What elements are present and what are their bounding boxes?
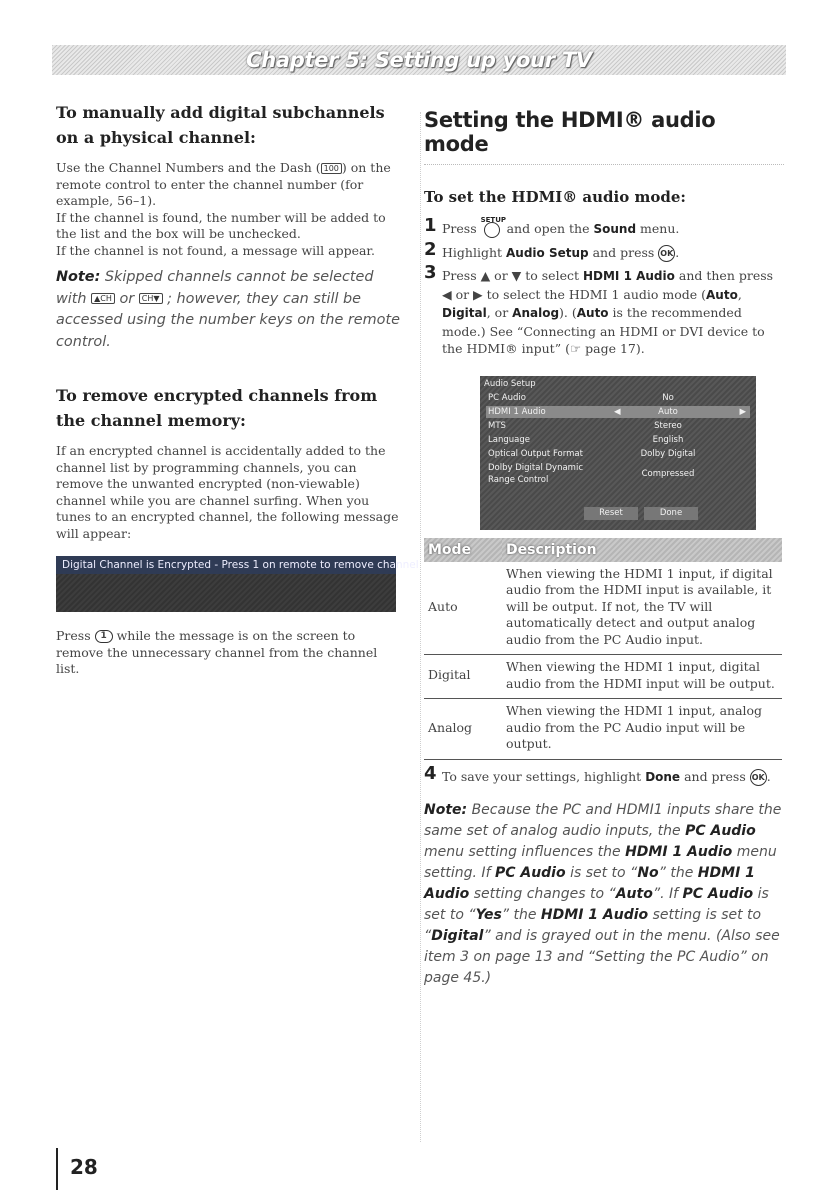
paragraph: [56, 160, 401, 210]
step-2: [424, 238, 784, 263]
menu-row-language: [486, 434, 750, 446]
text: and press: [684, 768, 746, 784]
table-header-description: Description: [502, 538, 782, 562]
menu-row-hdmi1-audio: [486, 406, 750, 418]
section-heading-remove-encrypted: To remove encrypted channels from the channel memory:: [56, 386, 378, 430]
text: .: [766, 768, 771, 784]
text: is set to “: [424, 886, 769, 923]
section-title-hdmi-audio: Setting the HDMI® audio mode: [424, 108, 784, 165]
channel-up-key-icon: ▲CH: [91, 293, 115, 304]
menu-row-dynamic-range: [486, 462, 750, 486]
step-number: 4: [424, 762, 437, 784]
done-button: Done: [644, 507, 698, 520]
reset-button: Reset: [584, 507, 638, 520]
menu-row-value: Compressed: [641, 468, 695, 479]
hdmi-audio-mode-table: [424, 538, 782, 760]
emphasis: Digital: [431, 928, 484, 944]
text: Highlight: [442, 244, 503, 260]
text: and press: [592, 244, 655, 260]
description-cell: When viewing the HDMI 1 input, analog audio from the PC Audio input will be output.: [502, 699, 782, 760]
mode-cell: Digital: [424, 655, 502, 699]
step-number: 3: [424, 262, 437, 283]
note-label: Note:: [424, 802, 468, 818]
emphasis: Yes: [475, 907, 502, 923]
setup-label: SETUP: [480, 215, 507, 224]
emphasis: PC Audio: [682, 886, 754, 902]
audio-setup-menu-screen: [480, 376, 756, 530]
text: ” and is grayed out in the menu. (Also see item 3 on page 13 and “Setting the PC Audio” on page 45.): [424, 928, 780, 986]
text: Because the PC and HDMI1 inputs share the same set of analog audio inputs, the: [424, 802, 782, 839]
channel-down-key-icon: CH▼: [139, 293, 163, 304]
description-cell: When viewing the HDMI 1 input, digital audio from the HDMI input will be output.: [502, 655, 782, 699]
menu-row-optical-output: [486, 448, 750, 460]
menu-title: Audio Setup: [484, 378, 536, 389]
menu-row-mts: [486, 420, 750, 432]
encrypted-message-screen: [56, 556, 419, 612]
text: is set to “: [570, 865, 638, 881]
text: setting is set to “: [424, 907, 762, 944]
emphasis: PC Audio: [494, 865, 566, 881]
emphasis: HDMI 1 Audio: [625, 844, 733, 860]
setup-button-icon: [480, 215, 507, 238]
text: ”. If: [652, 886, 679, 902]
text: Press ▲ or ▼ to select: [442, 268, 579, 283]
menu-row-value: Auto: [658, 406, 678, 417]
right-arrow-icon: ▶: [739, 406, 746, 417]
text: ” the: [658, 865, 694, 881]
paragraph: If the channel is not found, a message will appear.: [56, 242, 375, 258]
menu-row-value: Stereo: [654, 420, 682, 431]
encrypted-message: Digital Channel is Encrypted - Press 1 on remote to remove channel: [56, 556, 396, 574]
text: Press: [442, 221, 477, 236]
menu-row-label: PC Audio: [488, 392, 526, 403]
table-row: [424, 562, 782, 655]
table-row: [424, 699, 782, 760]
text: ” the: [501, 907, 537, 923]
option-name: Analog: [512, 306, 560, 320]
dash-100-key-icon: 100: [321, 163, 342, 174]
page-number: 28: [70, 1155, 98, 1179]
menu-row-value: Dolby Digital: [640, 448, 696, 459]
paragraph: If the channel is found, the number will be added to the list and the box will be unchecked.: [56, 209, 386, 241]
paragraph: [56, 628, 401, 678]
left-arrow-icon: ◀: [614, 406, 621, 417]
step-4: [424, 762, 784, 787]
column-divider: [420, 112, 421, 1142]
section-heading-add-subchannels: To manually add digital subchannels on a physical channel:: [56, 103, 385, 147]
text: ,: [737, 286, 742, 302]
menu-row-label: MTS: [488, 420, 506, 431]
menu-row-value: English: [652, 434, 684, 445]
emphasis: HDMI 1 Audio: [540, 907, 649, 923]
text: ; however, they can still be accessed using the number keys on the remote control.: [56, 290, 400, 350]
note-skipped-channels: [56, 267, 401, 353]
ok-button-icon: OK: [750, 769, 767, 786]
option-name: Auto: [576, 306, 609, 320]
emphasis: HDMI 1 Audio: [424, 865, 755, 902]
menu-name: Sound: [593, 222, 637, 236]
option-name: Auto: [706, 287, 738, 302]
option-name: Digital: [442, 306, 487, 320]
step-number: 1: [424, 215, 437, 236]
table-row: [424, 655, 782, 699]
text: , or: [486, 305, 513, 320]
menu-row-pc-audio: [486, 392, 750, 404]
text: setting changes to “: [473, 886, 616, 902]
menu-row-label: HDMI 1 Audio: [488, 406, 546, 417]
text: To save your settings, highlight: [442, 768, 642, 784]
text: menu setting. If: [424, 844, 777, 881]
step-3: [424, 262, 784, 358]
table-header-mode: Mode: [424, 538, 502, 562]
note-pc-audio: [424, 800, 784, 989]
text: and open the: [506, 221, 590, 236]
text: Skipped channels cannot be selected with: [56, 269, 374, 307]
paragraph: If an encrypted channel is accidentally added to the channel list by programming channels, you can remove the unwanted encrypted (non-viewable) channel while you are channel surfing. When you tunes to an encrypted channel, the following message will appear:: [56, 443, 399, 541]
setting-name: HDMI 1 Audio: [582, 269, 675, 283]
emphasis: PC Audio: [685, 823, 756, 839]
emphasis: Auto: [615, 886, 653, 902]
text: ). (: [559, 305, 577, 320]
right-column: [424, 108, 784, 989]
button-name: Done: [645, 769, 681, 784]
text: .: [675, 244, 680, 260]
text: is the recommended mode.) See “Connecting an HDMI or DVI device to the HDMI® input” (☞ page 17).: [442, 305, 765, 356]
text: menu.: [640, 221, 680, 236]
subheading: To set the HDMI® audio mode:: [424, 188, 686, 206]
step-number: 2: [424, 238, 437, 260]
emphasis: No: [637, 865, 659, 881]
text: and then press ◀ or ▶ to select the HDMI 1 audio mode (: [442, 268, 774, 302]
mode-cell: Auto: [424, 562, 502, 655]
remote-1-button-icon: 1: [95, 630, 113, 643]
chapter-banner: [52, 45, 786, 75]
text: while the message is on the screen to remove the unnecessary channel from the channel list.: [56, 628, 378, 676]
menu-row-value: No: [662, 392, 674, 403]
note-label: Note:: [56, 269, 101, 285]
text: Press: [56, 628, 91, 643]
text: or: [119, 290, 135, 307]
chapter-title: Chapter 5: Setting up your TV: [246, 48, 592, 72]
step-1: [424, 215, 784, 239]
ok-button-icon: OK: [658, 245, 675, 262]
description-cell: When viewing the HDMI 1 input, if digital audio from the HDMI input is available, it will be output. If not, the TV will automatically detect and output analog audio from the PC Audio input.: [502, 562, 782, 655]
menu-row-label: Language: [488, 434, 530, 445]
text: menu setting influences the: [424, 844, 621, 860]
text: ) on the remote control to enter the channel number (for example, 56–1).: [56, 160, 391, 208]
menu-row-label: Dolby Digital Dynamic Range Control: [488, 462, 583, 485]
left-column: [56, 100, 419, 678]
mode-cell: Analog: [424, 699, 502, 760]
menu-row-label: Optical Output Format: [488, 448, 583, 459]
page-number-rule: [56, 1148, 58, 1190]
text: Use the Channel Numbers and the Dash (: [56, 160, 321, 175]
menu-item-name: Audio Setup: [506, 245, 589, 260]
